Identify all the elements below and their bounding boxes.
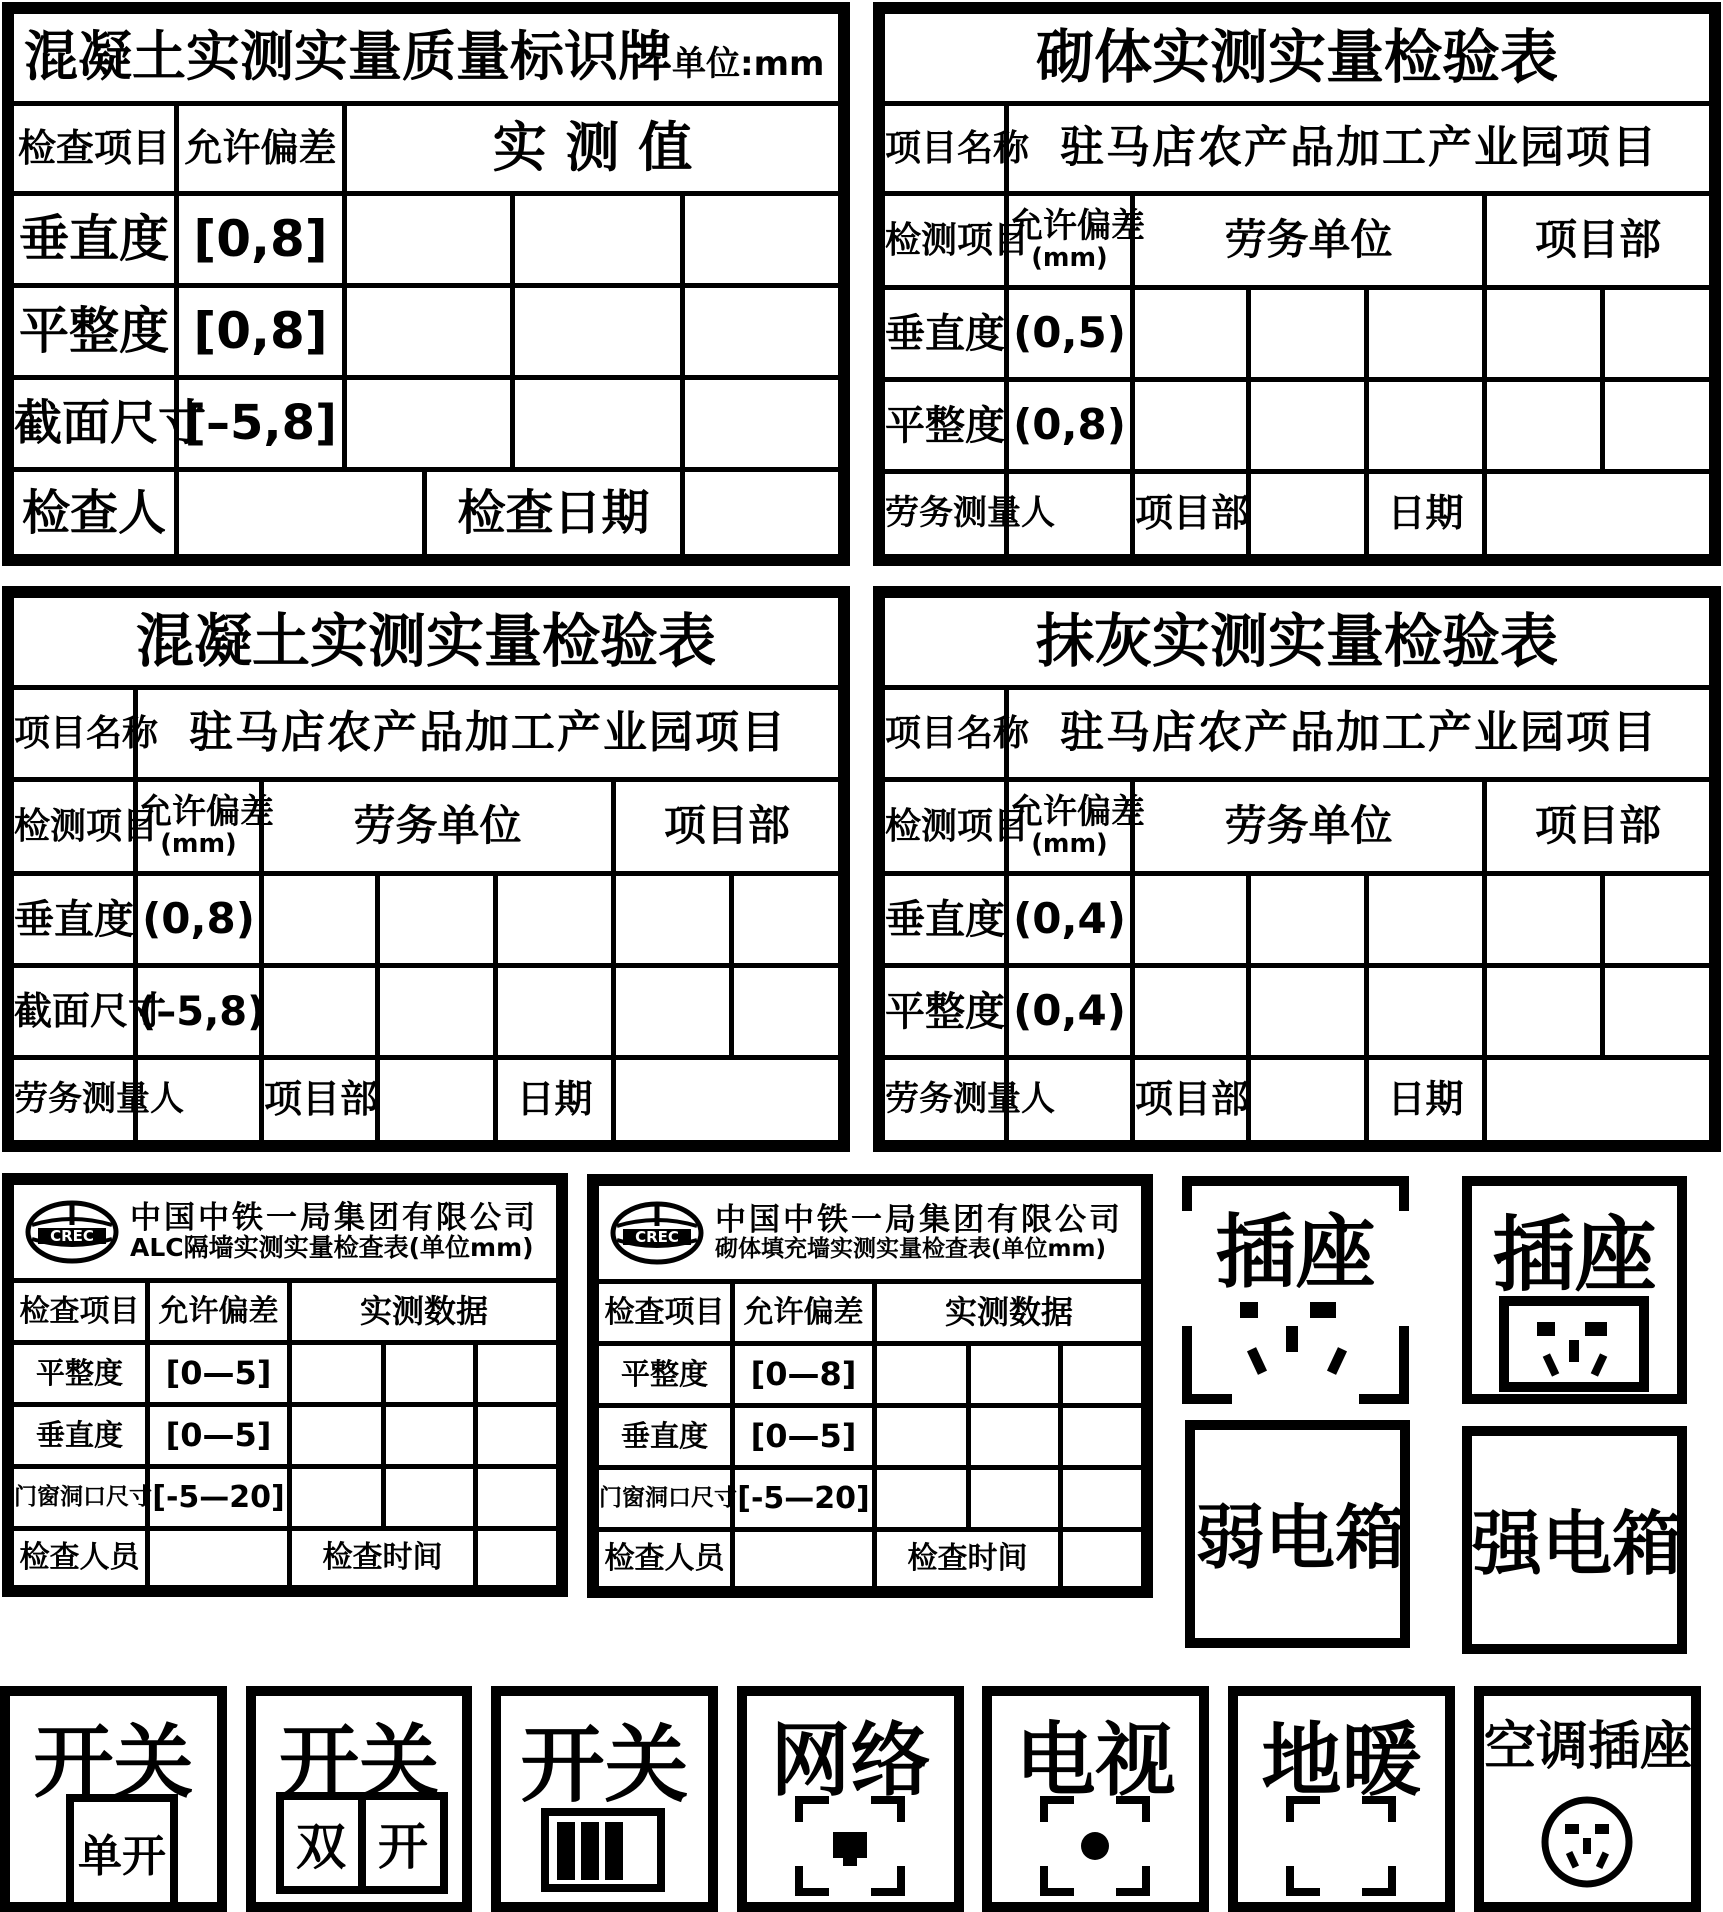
date-label: 日期 (496, 1058, 614, 1143)
triple-switch-icon (541, 1808, 665, 1892)
value-cell[interactable] (262, 874, 378, 966)
inspect-item-label: 检测项目 (12, 780, 136, 874)
row-tolerance: [-5—20] (148, 1467, 290, 1529)
row-item: 垂直度 (12, 194, 177, 286)
value-cell[interactable] (1133, 966, 1249, 1058)
value-cell[interactable] (1249, 380, 1367, 472)
inspect-time-label: 检查时间 (290, 1529, 476, 1588)
alc-wall-inspection-board (2, 1173, 568, 1597)
project-name: 驻马店农产品加工产业园项目 (1007, 688, 1712, 780)
concrete-inspection-table (9, 593, 843, 1145)
company-logo-icon (609, 1200, 705, 1266)
double-switch-left: 双 (284, 1800, 366, 1886)
company-header (14, 1185, 556, 1278)
value-cell[interactable] (875, 1344, 969, 1406)
project-name: 驻马店农产品加工产业园项目 (1007, 104, 1712, 194)
value-cell[interactable] (1061, 1344, 1144, 1406)
value-cell[interactable] (476, 1405, 559, 1467)
socket-label: 插座 (1215, 1206, 1376, 1299)
switch-label: 开关 (33, 1716, 194, 1809)
row-tolerance: (–5,8) (136, 966, 262, 1058)
inspector-label: 检查人 (12, 470, 177, 557)
row-item: 垂直度 (883, 288, 1007, 380)
tv-label: 电视 (1015, 1714, 1176, 1807)
header-check-item: 检查项目 (12, 1281, 148, 1343)
row-item: 平整度 (883, 380, 1007, 472)
concrete-quality-board (2, 2, 850, 566)
value-cell[interactable] (683, 194, 841, 286)
row-tolerance: [0—8] (733, 1344, 875, 1406)
value-cell[interactable] (1367, 874, 1485, 966)
infill-wall-inspection-table (594, 1181, 1146, 1591)
masonry-inspection-board (873, 2, 1721, 566)
value-cell[interactable] (496, 874, 614, 966)
network-sign (737, 1686, 964, 1912)
value-cell[interactable] (513, 378, 683, 470)
value-cell[interactable] (1249, 288, 1367, 380)
value-cell[interactable] (290, 1343, 384, 1405)
tolerance-label: 允许偏差 (mm) (1007, 780, 1133, 874)
project-name-label: 项目名称 (883, 688, 1007, 780)
labor-measurer-label: 劳务测量人 (12, 1058, 136, 1143)
socket-outlet-icon (1499, 1296, 1649, 1392)
project-dept-sign-label: 项目部 (1133, 472, 1249, 557)
value-cell[interactable] (683, 286, 841, 378)
board-subtitle: ALC隔墙实测实量检查表(单位mm) (130, 1232, 534, 1262)
inspector-label: 检查人员 (12, 1529, 148, 1588)
header-measured-data: 实测数据 (875, 1282, 1144, 1344)
value-cell[interactable] (1485, 380, 1603, 472)
row-item: 垂直度 (597, 1406, 733, 1468)
value-cell[interactable] (345, 286, 513, 378)
row-tolerance: [0,8] (177, 286, 345, 378)
row-item: 平整度 (883, 966, 1007, 1058)
row-item: 截面尺寸 (12, 378, 177, 470)
row-item: 截面尺寸 (12, 966, 136, 1058)
value-cell[interactable] (290, 1467, 384, 1529)
inspect-date-value[interactable] (683, 470, 841, 557)
row-item: 垂直度 (883, 874, 1007, 966)
floor-heating-frame-icon (1286, 1796, 1396, 1896)
value-cell[interactable] (1133, 874, 1249, 966)
switch-label: 开关 (520, 1716, 689, 1814)
socket-sign (1462, 1176, 1687, 1404)
value-cell[interactable] (614, 874, 732, 966)
value-cell[interactable] (875, 1406, 969, 1468)
inspect-time-label: 检查时间 (875, 1530, 1061, 1589)
strong-electric-box-sign (1462, 1426, 1687, 1654)
row-tolerance: [0—5] (733, 1406, 875, 1468)
infill-wall-inspection-board (587, 1174, 1153, 1598)
inspector-value[interactable] (733, 1530, 875, 1589)
row-tolerance: (0,4) (1007, 966, 1133, 1058)
value-cell[interactable] (476, 1467, 559, 1529)
row-tolerance: [-5—20] (733, 1468, 875, 1530)
value-cell[interactable] (1249, 966, 1367, 1058)
single-switch-label: 单开 (78, 1831, 166, 1882)
header-measured-data: 实测数据 (290, 1281, 559, 1343)
row-item: 平整度 (12, 1343, 148, 1405)
header-tolerance: 允许偏差 (733, 1282, 875, 1344)
project-dept-label: 项目部 (1485, 194, 1712, 288)
labor-unit-label: 劳务单位 (1133, 194, 1485, 288)
concrete-inspection-board (2, 586, 850, 1152)
project-dept-label: 项目部 (1485, 780, 1712, 874)
value-cell[interactable] (378, 874, 496, 966)
value-cell[interactable] (875, 1468, 969, 1530)
project-dept-sign-value[interactable] (1249, 472, 1367, 557)
value-cell[interactable] (1603, 380, 1712, 472)
inspector-label: 检查人员 (597, 1530, 733, 1589)
labor-measurer-label: 劳务测量人 (883, 1058, 1007, 1143)
weak-electric-box-label: 弱电箱 (1195, 1497, 1405, 1579)
date-value[interactable] (1485, 1058, 1712, 1143)
project-dept-sign-label: 项目部 (262, 1058, 378, 1143)
value-cell[interactable] (683, 378, 841, 470)
value-cell[interactable] (513, 194, 683, 286)
value-cell[interactable] (1603, 288, 1712, 380)
value-cell[interactable] (384, 1343, 476, 1405)
row-tolerance: [0—5] (148, 1343, 290, 1405)
plaster-inspection-board (873, 586, 1721, 1152)
company-logo-text: CREC (635, 1227, 679, 1246)
row-item: 门窗洞口尺寸 (597, 1468, 733, 1530)
row-tolerance: [–5,8] (177, 378, 345, 470)
inspect-date-label: 检查日期 (425, 470, 683, 557)
socket-label: 插座 (1492, 1208, 1657, 1303)
tv-sign (982, 1686, 1209, 1912)
socket-sign (1182, 1176, 1409, 1404)
board-title: 混凝土实测实量检验表 (12, 596, 841, 688)
strong-electric-box-label: 强电箱 (1472, 1503, 1682, 1585)
board-subtitle: 砌体填充墙实测实量检查表(单位mm) (715, 1235, 1106, 1262)
project-name-label: 项目名称 (883, 104, 1007, 194)
value-cell[interactable] (1485, 874, 1603, 966)
value-cell[interactable] (1133, 288, 1249, 380)
row-tolerance: (0,8) (136, 874, 262, 966)
inspector-value[interactable] (148, 1529, 290, 1588)
company-name: 中国中铁一局集团有限公司 (715, 1202, 1123, 1239)
value-cell[interactable] (1061, 1468, 1144, 1530)
value-cell[interactable] (1367, 966, 1485, 1058)
date-label: 日期 (1367, 472, 1485, 557)
company-logo-icon (24, 1199, 120, 1265)
value-cell[interactable] (1485, 288, 1603, 380)
value-cell[interactable] (345, 378, 513, 470)
row-item: 垂直度 (12, 874, 136, 966)
date-value[interactable] (614, 1058, 841, 1143)
ac-socket-outlet-icon (1537, 1792, 1637, 1892)
inspect-item-label: 检测项目 (883, 194, 1007, 288)
board-title: 混凝土实测实量质量标识牌 (24, 25, 672, 89)
tv-port-icon (1040, 1796, 1150, 1896)
value-cell[interactable] (513, 286, 683, 378)
project-dept-label: 项目部 (614, 780, 841, 874)
value-cell[interactable] (1367, 380, 1485, 472)
value-cell[interactable] (1603, 874, 1712, 966)
value-cell[interactable] (1367, 288, 1485, 380)
tolerance-label: 允许偏差 (mm) (136, 780, 262, 874)
row-item: 门窗洞口尺寸 (12, 1467, 148, 1529)
floor-heating-sign (1228, 1686, 1455, 1912)
single-switch-box (66, 1794, 178, 1910)
header-check-item: 检查项目 (12, 104, 177, 194)
value-cell[interactable] (345, 194, 513, 286)
company-logo-text: CREC (50, 1226, 94, 1245)
row-tolerance: [0,8] (177, 194, 345, 286)
header-tolerance: 允许偏差 (177, 104, 345, 194)
value-cell[interactable] (1485, 966, 1603, 1058)
double-switch-right: 开 (378, 1818, 428, 1876)
row-item: 平整度 (597, 1344, 733, 1406)
inspect-item-label: 检测项目 (883, 780, 1007, 874)
inspect-time-value[interactable] (476, 1529, 559, 1588)
switch-double-sign (246, 1686, 472, 1912)
labor-measurer-label: 劳务测量人 (883, 472, 1007, 557)
row-item: 平整度 (12, 286, 177, 378)
labor-unit-label: 劳务单位 (262, 780, 614, 874)
network-port-icon (795, 1796, 905, 1896)
row-tolerance: (0,8) (1007, 380, 1133, 472)
row-tolerance: (0,5) (1007, 288, 1133, 380)
value-cell[interactable] (496, 966, 614, 1058)
row-tolerance: [0—5] (148, 1405, 290, 1467)
company-header (599, 1186, 1141, 1279)
project-dept-sign-value[interactable] (378, 1058, 496, 1143)
unit-label: 单位:mm (672, 44, 825, 85)
date-label: 日期 (1367, 1058, 1485, 1143)
alc-wall-inspection-table (9, 1180, 561, 1590)
header-check-item: 检查项目 (597, 1282, 733, 1344)
value-cell[interactable] (378, 966, 496, 1058)
project-name: 驻马店农产品加工产业园项目 (136, 688, 841, 780)
switch-label: 开关 (279, 1716, 439, 1809)
value-cell[interactable] (969, 1344, 1061, 1406)
value-cell[interactable] (290, 1405, 384, 1467)
network-label: 网络 (770, 1714, 931, 1807)
value-cell[interactable] (969, 1406, 1061, 1468)
board-title: 砌体实测实量检验表 (883, 12, 1712, 104)
inspector-value[interactable] (177, 470, 425, 557)
value-cell[interactable] (1249, 874, 1367, 966)
value-cell[interactable] (1061, 1406, 1144, 1468)
value-cell[interactable] (384, 1467, 476, 1529)
value-cell[interactable] (476, 1343, 559, 1405)
value-cell[interactable] (614, 966, 732, 1058)
tolerance-label: 允许偏差 (mm) (1007, 194, 1133, 288)
switch-single-sign (0, 1686, 227, 1912)
project-dept-sign-label: 项目部 (1133, 1058, 1249, 1143)
plaster-inspection-table (880, 593, 1714, 1145)
company-name: 中国中铁一局集团有限公司 (130, 1200, 538, 1237)
value-cell[interactable] (732, 874, 841, 966)
inspect-time-value[interactable] (1061, 1530, 1144, 1589)
labor-unit-label: 劳务单位 (1133, 780, 1485, 874)
value-cell[interactable] (969, 1468, 1061, 1530)
masonry-inspection-table (880, 9, 1714, 559)
value-cell[interactable] (384, 1405, 476, 1467)
project-name-label: 项目名称 (12, 688, 136, 780)
weak-electric-box-sign (1185, 1420, 1410, 1648)
ac-socket-label: 空调插座 (1484, 1717, 1693, 1777)
concrete-quality-table (9, 9, 843, 559)
value-cell[interactable] (1133, 380, 1249, 472)
header-measured: 实 测 值 (345, 104, 841, 194)
date-value[interactable] (1485, 472, 1712, 557)
floor-heating-label: 地暖 (1261, 1714, 1422, 1807)
row-item: 垂直度 (12, 1405, 148, 1467)
header-tolerance: 允许偏差 (148, 1281, 290, 1343)
ac-socket-sign (1474, 1686, 1701, 1912)
value-cell[interactable] (1603, 966, 1712, 1058)
row-tolerance: (0,4) (1007, 874, 1133, 966)
switch-triple-sign (491, 1686, 718, 1912)
board-title: 抹灰实测实量检验表 (883, 596, 1712, 688)
project-dept-sign-value[interactable] (1249, 1058, 1367, 1143)
value-cell[interactable] (732, 966, 841, 1058)
double-switch-box (276, 1792, 448, 1894)
value-cell[interactable] (262, 966, 378, 1058)
